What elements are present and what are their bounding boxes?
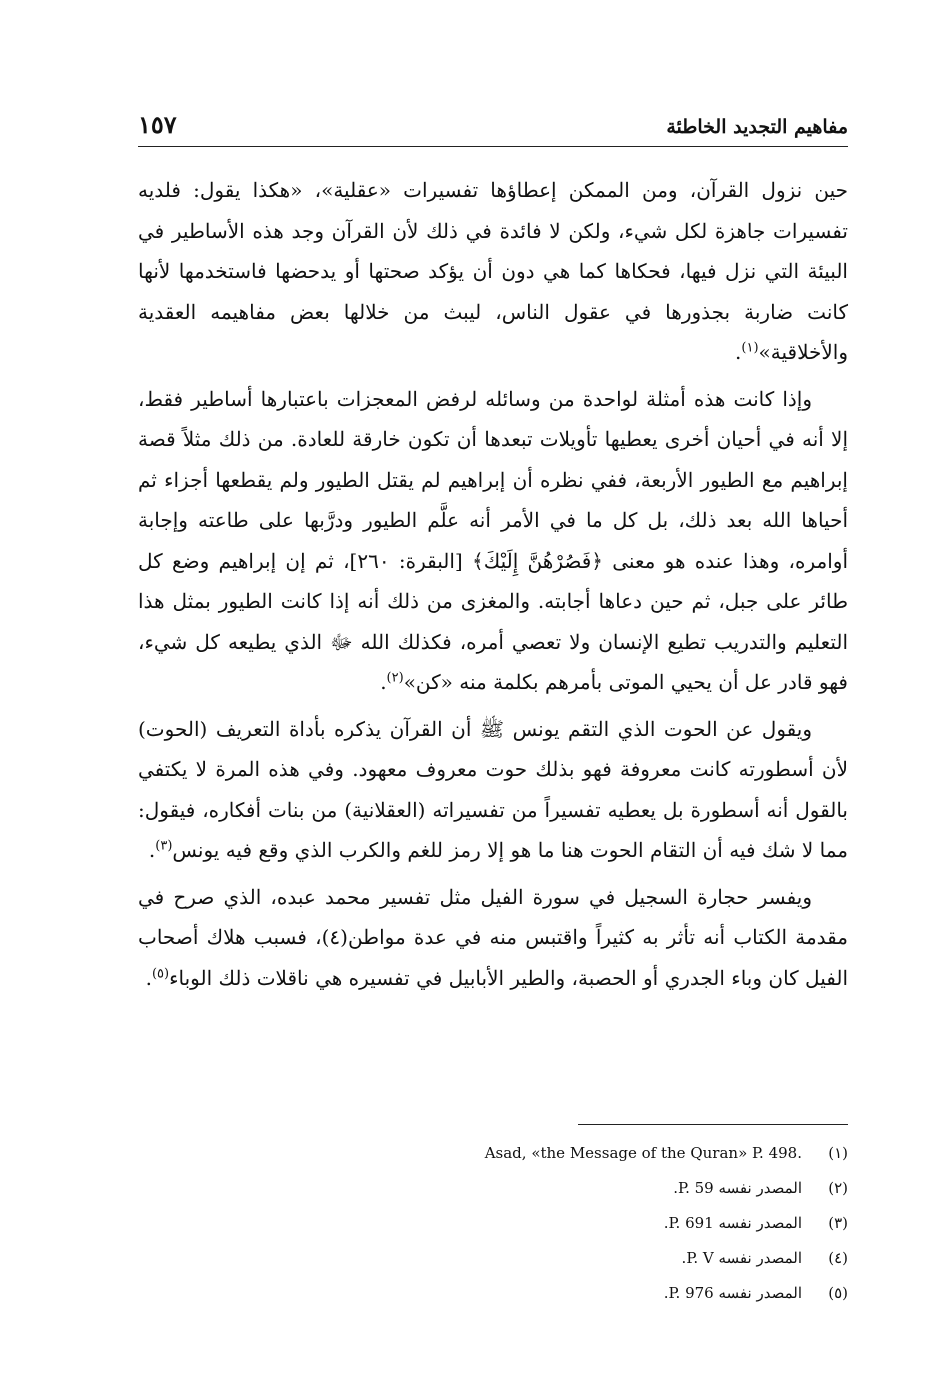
footnote-item: [348, 1241, 848, 1276]
footnote-item: [348, 1206, 848, 1241]
paragraph-1: [138, 170, 848, 373]
footnote-text: المصدر نفسه P. 691.: [663, 1214, 802, 1232]
paragraph-end: .: [148, 838, 156, 862]
footnote-divider: [578, 1124, 848, 1125]
footnote-text: المصدر نفسه P. V.: [681, 1249, 802, 1267]
paragraph-3: [138, 709, 848, 871]
paragraph-text: حين نزول القرآن، ومن الممكن إعطاؤها تفسيرات «عقلية»، «هكذا يقول: فلديه تفسيرات جاهزة لكل شيء، ولكن لا فائدة في ذلك لأن القرآن وجد هذه الأساطير في البيئة التي نزل فيها، فحكاها كما هي دون أن يؤكد صحتها أو يدحضها فاستخدمها لأنها كانت ضاربة بجذورها في عقول الناس، ليبث من خلالها بعض مفاهيمه العقدية والأخلاقية»: [138, 178, 848, 364]
paragraph-end: .: [145, 965, 152, 990]
footnote-text: Asad, «the Message of the Quran» P. 498.: [484, 1144, 802, 1162]
footnotes: [348, 1136, 848, 1311]
footnote-item: [348, 1136, 848, 1171]
footnote-number: (١): [828, 1144, 848, 1162]
paragraph-text: ويقول عن الحوت الذي التقم يونس ﷺ أن القرآن يذكره بأداة التعريف (الحوت) لأن أسطورته كانت معروفة فهو بذلك حوت معروف معهود. وفي هذه المرة لا يكتفي بالقول أنه أسطورة بل يعطيه تفسيراً من تفسيراته (العقلانية) من بنات أفكاره، فيقول: مما لا شك فيه أن التقام الحوت هنا ما هو إلا رمز للغم والكرب الذي وقع فيه يونس: [138, 716, 848, 862]
paragraph-end: .: [380, 670, 387, 694]
footnote-number: (٥): [828, 1284, 848, 1302]
footnote-number: (٢): [828, 1179, 848, 1197]
page-header: [138, 108, 848, 148]
footnote-text: المصدر نفسه P. 59.: [673, 1179, 802, 1197]
paragraph-text: ويفسر حجارة السجيل في سورة الفيل مثل تفسير محمد عبده، الذي صرح في مقدمة الكتاب أنه تأثر به كثيراً واقتبس منه في عدة مواطن(٤)، فسبب هلاك أصحاب الفيل كان وباء الجدري أو الحصبة، والطير الأبابيل في تفسيره هي ناقلات ذلك الوباء: [138, 884, 848, 990]
footnote-ref: (٥): [151, 965, 170, 981]
footnote-text: المصدر نفسه P. 976.: [663, 1284, 802, 1302]
running-title: مفاهيم التجديد الخاطئة: [666, 116, 848, 138]
paragraph-end: .: [735, 340, 742, 364]
paragraph-4: [138, 877, 848, 999]
footnote-item: [348, 1171, 848, 1206]
footnote-number: (٣): [828, 1214, 848, 1232]
footnote-number: (٤): [828, 1249, 848, 1267]
body-text: [138, 170, 848, 1004]
header-divider: [138, 146, 848, 147]
footnote-ref: (٢): [386, 670, 404, 686]
footnote-item: [348, 1276, 848, 1311]
footnote-ref: (٣): [155, 838, 173, 854]
footnote-ref: (١): [741, 340, 759, 356]
page-number: ١٥٧: [138, 110, 177, 139]
paragraph-2: [138, 379, 848, 703]
paragraph-text: وإذا كانت هذه أمثلة لواحدة من وسائله لرفض المعجزات باعتبارها أساطير فقط، إلا أنه في أحيان أخرى يعطيها تأويلات تبعدها أن تكون خارقة للعادة. من ذلك مثلاً قصة إبراهيم مع الطيور الأربعة، ففي نظره أن إبراهيم لم يقتل الطيور ولم يقطعها أجزاء ثم أحياها الله بعد ذلك، بل كل ما في الأمر أنه علَّم الطيور ودرَّبها على طاعته وإجابة أوامره، وهذا عنده هو معنى ﴿فَصُرْهُنَّ إِلَيْكَ﴾ [البقرة: ٢٦٠]، ثم إن إبراهيم وضع كل طائر على جبل، ثم حين دعاها أجابته. والمغزى من ذلك أنه إذا كانت الطيور بمثل هذا التعليم والتدريب تطيع الإنسان ولا تعصي أمره، فكذلك الله ﷻ الذي يطيعه كل شيء، فهو قادر عل أن يحيي الموتى بأمرهم بكلمة منه «كن»: [138, 386, 848, 694]
